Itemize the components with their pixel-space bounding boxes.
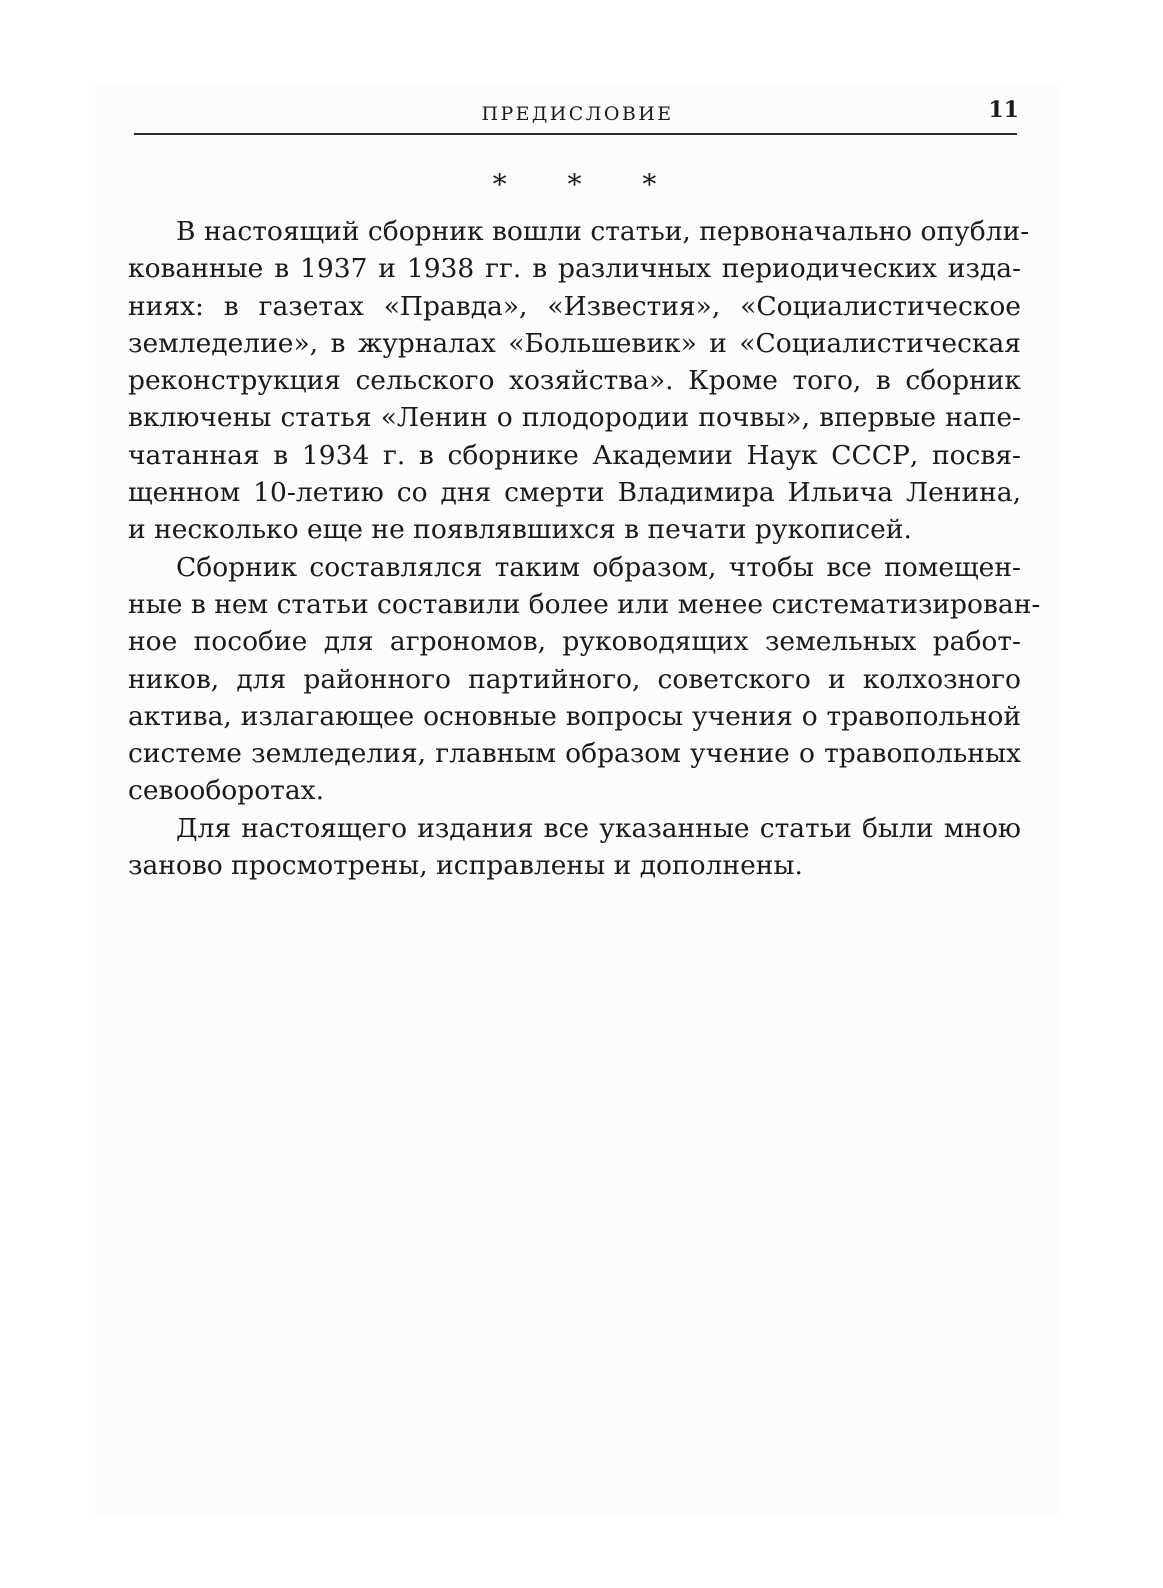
text-line: ников, для районного партийного, советского и колхозного: [128, 663, 1021, 695]
text-line: ные в нем статьи составили более или менее систематизирован-: [128, 588, 1041, 620]
book-page: [128, 0, 1041, 1588]
text-line: кованные в 1937 и 1938 гг. в различных периодических изда-: [128, 253, 1021, 285]
text-line: актива, излагающее основные вопросы учения о травопольной: [128, 700, 1021, 732]
section-separator: * * *: [492, 168, 683, 201]
text-line: Сборник составлялся таким образом, чтобы все помещен-: [176, 551, 1021, 583]
header-rule: [134, 133, 1017, 135]
text-line: заново просмотрены, исправлены и дополнены.: [128, 850, 803, 882]
paragraph-1: [128, 213, 1030, 549]
text-line: ное пособие для агрономов, руководящих земельных работ-: [128, 626, 1021, 658]
text-line: земледелие», в журналах «Большевик» и «Социалистическая: [128, 327, 1021, 359]
paragraph-3: [128, 810, 1021, 885]
header-title: ПРЕДИСЛОВИЕ: [481, 103, 674, 125]
text-line: чатанная в 1934 г. в сборнике Академии Наук СССР, посвя-: [128, 439, 1021, 471]
paragraph-2: [128, 549, 1041, 810]
text-line: Для настоящего издания все указанные статьи были мною: [176, 812, 1021, 844]
text-line: включены статья «Ленин о плодородии почвы», впервые напе-: [128, 402, 1021, 434]
text-line: реконструкция сельского хозяйства». Кроме того, в сборник: [128, 365, 1021, 397]
text-line: ниях: в газетах «Правда», «Известия», «Социалистическое: [128, 290, 1021, 322]
page-number: 11: [988, 97, 1019, 123]
running-header: [134, 97, 1021, 131]
text-line: и несколько еще не появлявшихся в печати рукописей.: [128, 514, 912, 546]
body-text: [128, 213, 1041, 884]
text-line: системе земледелия, главным образом учение о травопольных: [128, 738, 1021, 770]
text-line: В настоящий сборник вошли статьи, первоначально опубли-: [176, 216, 1030, 247]
text-line: севооборотах.: [128, 775, 325, 807]
text-line: щенном 10-летию со дня смерти Владимира Ильича Ленина,: [128, 477, 1021, 509]
